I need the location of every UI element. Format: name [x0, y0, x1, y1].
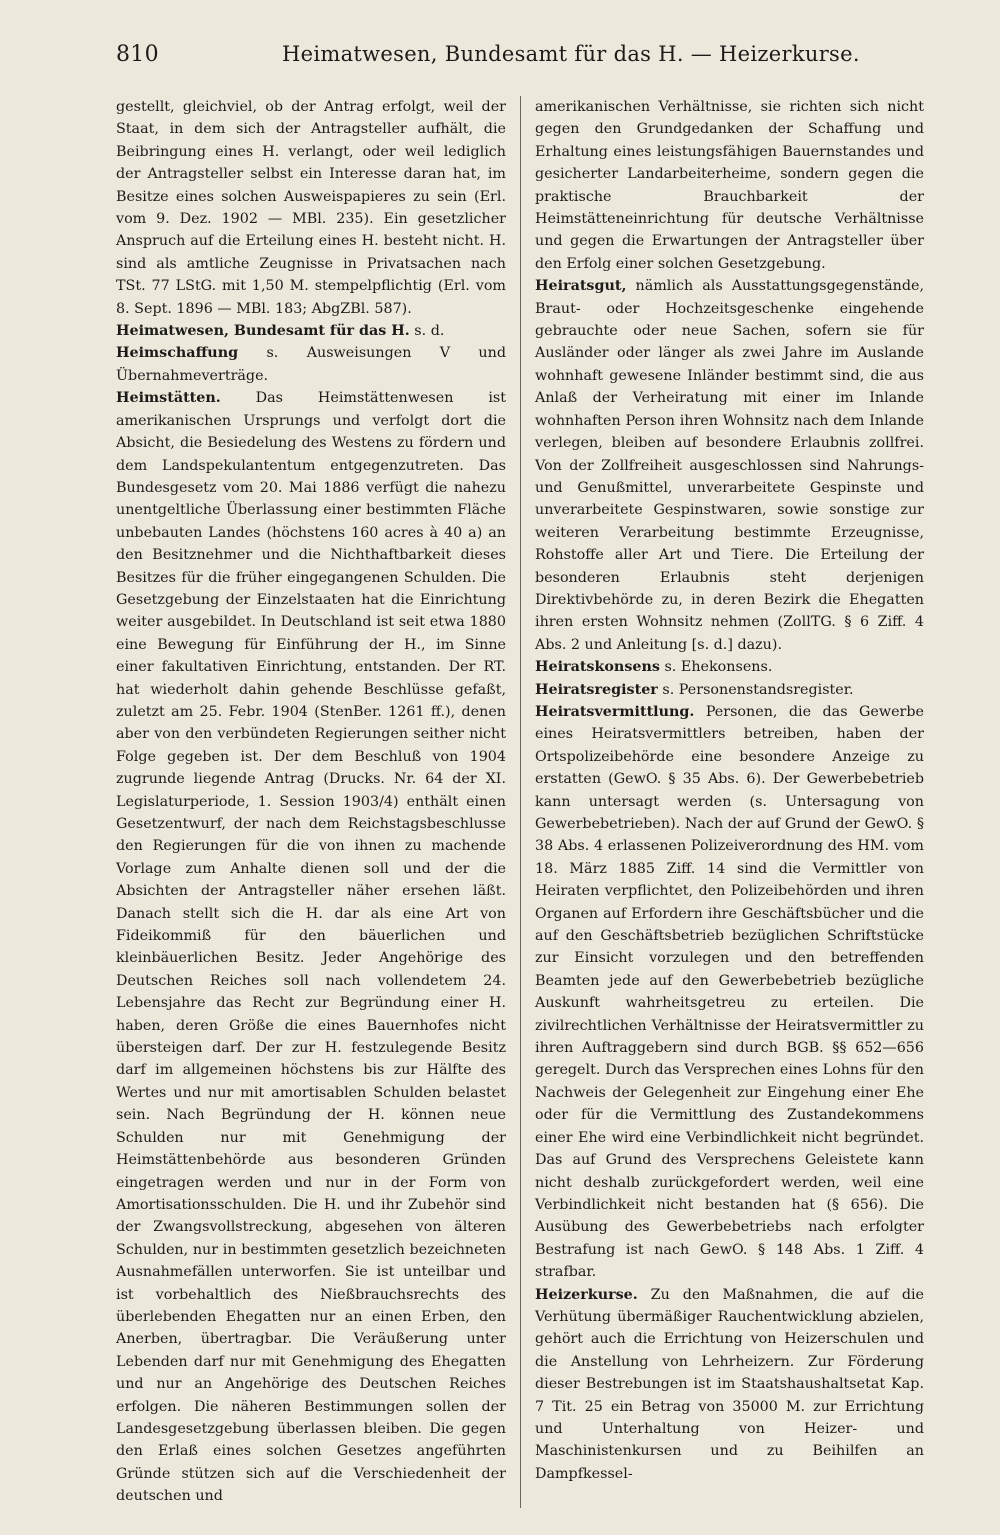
entry-paragraph: [116, 96, 506, 320]
entry-text: gestellt, gleichviel, ob der Antrag erfolgt, weil der Staat, in dem sich der Antragsteller aufhält, die Beibringung eines H. verlangt, oder weil lediglich der Antragsteller selbst ein Interesse daran hat, im Besitze eines solchen Ausweispapieres zu sein (Erl. vom 9. Dez. 1902 — MBl. 235). Ein gesetzlicher Anspruch auf die Erteilung eines H. besteht nicht. H. sind als amtliche Zeugnisse in Privatsachen nach TSt. 77 LStG. mit 1,50 M. stempelpflichtig (Erl. vom 8. Sept. 1896 — MBl. 183; AbgZBl. 587).: [116, 99, 506, 317]
entry-paragraph: [116, 320, 506, 342]
entry-heading: Heimschaffung: [116, 345, 239, 362]
entry-text: s. Personenstandsregister.: [657, 681, 854, 698]
page-header: [116, 42, 924, 82]
entry-paragraph: [535, 275, 924, 656]
entry-heading: Heimstätten.: [116, 390, 221, 407]
entry-text: amerikanischen Verhältnisse, sie richten sich nicht gegen den Grundgedanken der Schaffung und Erhaltung eines leistungsfähigen Bauernstandes und gesicherter Landarbeiterheime, sondern gegen die praktische Brauchbarkeit der Heimstätteneinrichtung für deutsche Verhältnisse und gegen die Erwartungen der Antragsteller über den Erfolg einer solchen Gesetzgebung.: [535, 99, 924, 272]
entry-paragraph: [116, 387, 506, 1507]
right-column: [520, 96, 924, 1508]
entry-text: Das Heimstättenwesen ist amerikanischen Ursprungs und verfolgt dort die Absicht, die Besiedelung des Westens zu fördern und dem Landspekulantentum entgegenzutreten. Das Bundesgesetz vom 20. Mai 1886 verfügt die nahezu unentgeltliche Überlassung einer bestimmten Fläche unbebauten Landes (höchstens 160 acres à 40 a) an den Besitznehmer und die Nichthaftbarkeit dieses Besitzes für die früher eingegangenen Schulden. Die Gesetzgebung der Einzelstaaten hat die Einrichtung weiter ausgebildet. In Deutschland ist seit etwa 1880 eine Bewegung für Einführung der H., im Sinne einer fakultativen Einrichtung, entstanden. Der RT. hat wiederholt dahin gehende Beschlüsse gefaßt, zuletzt am 25. Febr. 1904 (StenBer. 1261 ff.), denen aber von den verbündeten Regierungen seither nicht Folge gegeben ist. Der dem Beschluß von 1904 zugrunde liegende Antrag (Drucks. Nr. 64 der XI. Legislaturperiode, 1. Session 1903/4) enthält einen Gesetzentwurf, der nach dem Reichstagsbeschlusse den Regierungen für die von ihnen zu machende Vorlage zum Anhalte dienen soll und der die Absichten der Antragsteller näher ersehen läßt. Danach stellt sich die H. dar als eine Art von Fideikommiß für den bäuerlichen und kleinbäuerlichen Besitz. Jeder Angehörige des Deutschen Reiches soll nach vollendetem 24. Lebensjahre das Recht zur Begründung einer H. haben, deren Größe die eines Bauernhofes nicht übersteigen darf. Der zur H. festzulegende Besitz darf im allgemeinen höchstens bis zur Hälfte des Wertes und nur mit amortisablen Schulden belastet sein. Nach Begründung der H. können neue Schulden nur mit Genehmigung der Heimstättenbehörde aus besonderen Gründen eingetragen werden und nur in der Form von Amortisationsschulden. Die H. und ihr Zubehör sind der Zwangsvollstreckung, abgesehen von älteren Schulden, nur in bestimmten gesetzlich bezeichneten Ausnahmefällen unterworfen. Sie ist unteilbar und ist vorbehaltlich des Nießbrauchsrechts des überlebenden Ehegatten nur an einen Erben, den Anerben, übertragbar. Die Veräußerung unter Lebenden darf nur mit Genehmigung des Ehegatten und nur an Angehörige des Deutschen Reiches erfolgen. Die näheren Bestimmungen sollen der Landesgesetzgebung überlassen bleiben. Die gegen den Erlaß eines solchen Gesetzes angeführten Gründe stützen sich auf die Verschiedenheit der deutschen und: [116, 390, 506, 1505]
entry-heading: Heiratsregister: [535, 681, 658, 698]
entry-text: s. Ehekonsens.: [659, 659, 773, 676]
entry-heading: Heiratsgut,: [535, 278, 627, 295]
entry-heading: Heiratskonsens: [535, 659, 660, 676]
running-title: Heimatwesen, Bundesamt für das H. — Heizerkurse.: [282, 42, 860, 66]
entry-paragraph: [535, 1284, 924, 1486]
page-number: 810: [116, 42, 159, 67]
text-columns: [116, 96, 924, 1508]
entry-text: Zu den Maßnahmen, die auf die Verhütung übermäßiger Rauchentwicklung abzielen, gehört auch die Errichtung von Heizerschulen und die Anstellung von Lehrheizern. Zur Förderung dieser Bestrebungen ist im Staatshaushaltsetat Kap. 7 Tit. 25 ein Betrag von 35000 M. zur Errichtung und Unterhaltung von Heizer- und Maschinistenkursen und zu Beihilfen an Dampfkessel-: [535, 1286, 924, 1482]
entry-paragraph: [535, 656, 924, 678]
entry-paragraph: [535, 679, 924, 701]
entry-heading: Heizerkurse.: [535, 1286, 638, 1303]
entry-paragraph: [535, 701, 924, 1284]
entry-paragraph: [116, 342, 506, 387]
entry-text: nämlich als Ausstattungsgegenstände, Braut- oder Hochzeitsgeschenke eingehende gebrauchte oder neue Sachen, sofern sie für Ausländer oder länger als zwei Jahre im Auslande wohnhaft gewesene Inländer bestimmt sind, die aus Anlaß der Verheiratung mit einer im Inlande wohnhaften Person ihren Wohnsitz nach dem Inlande verlegen, bleiben auf besondere Erlaubnis zollfrei. Von der Zollfreiheit ausgeschlossen sind Nahrungs- und Genußmittel, unverarbeitete Gespinste und unverarbeitete Gespinstwaren, sowie sonstige zur weiteren Verarbeitung bestimmte Erzeugnisse, Rohstoffe aller Art und Tiere. Die Erteilung der besonderen Erlaubnis steht derjenigen Direktivbehörde zu, in deren Bezirk die Ehegatten ihren ersten Wohnsitz nehmen (ZollTG. § 6 Ziff. 4 Abs. 2 und Anleitung [s. d.] dazu).: [535, 278, 924, 653]
entry-heading: Heimatwesen, Bundesamt für das H.: [116, 323, 410, 340]
left-column: [116, 96, 520, 1508]
entry-text: s. Ausweisungen V und Übernahmeverträge.: [116, 345, 506, 384]
entry-paragraph: [535, 96, 924, 275]
entry-text: Personen, die das Gewerbe eines Heiratsvermittlers betreiben, haben der Ortspolizeibehörde eine besondere Anzeige zu erstatten (GewO. § 35 Abs. 6). Der Gewerbebetrieb kann untersagt werden (s. Untersagung von Gewerbebetrieben). Nach der auf Grund der GewO. § 38 Abs. 4 erlassenen Polizeiverordnung des HM. vom 18. März 1885 Ziff. 14 sind die Vermittler von Heiraten verpflichtet, den Polizeibehörden und ihren Organen auf Erfordern ihre Geschäftsbücher und die auf den Geschäftsbetrieb bezüglichen Schriftstücke zur Einsicht vorzulegen und den betreffenden Beamten jede auf den Gewerbebetrieb bezügliche Auskunft wahrheitsgetreu zu erteilen. Die zivilrechtlichen Verhältnisse der Heiratsvermittler zu ihren Auftraggebern sind durch BGB. §§ 652—656 geregelt. Durch das Versprechen eines Lohns für den Nachweis der Gelegenheit zur Eingehung einer Ehe oder für die Vermittlung des Zustandekommens einer Ehe wird eine Verbindlichkeit nicht begründet. Das auf Grund des Versprechens Geleistete kann nicht deshalb zurückgefordert werden, weil eine Verbindlichkeit nicht bestanden hat (§ 656). Die Ausübung des Gewerbebetriebs nach erfolgter Bestrafung ist nach GewO. § 148 Abs. 1 Ziff. 4 strafbar.: [535, 703, 924, 1281]
entry-heading: Heiratsvermittlung.: [535, 703, 695, 720]
entry-text: s. d.: [409, 323, 445, 340]
